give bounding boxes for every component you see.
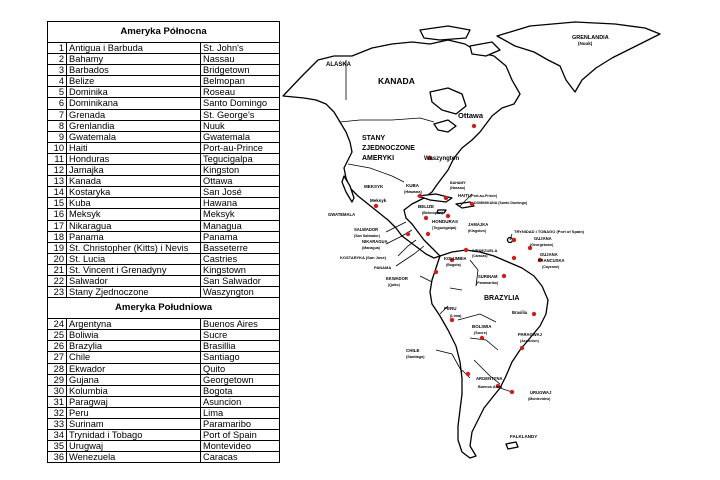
capital-cell: Panama — [201, 231, 280, 242]
row-number: 28 — [48, 363, 67, 374]
capital-cell: Santiago — [201, 352, 280, 363]
capital-cell: Lima — [201, 407, 280, 418]
label-jamajka: JAMAJKA — [468, 222, 489, 227]
arctic-island-1 — [420, 26, 470, 40]
country-cell: Belize — [67, 76, 201, 87]
table-row — [48, 209, 280, 220]
label-peru: PERU — [444, 306, 457, 311]
label-kolumbia: KOLUMBIA — [444, 256, 467, 261]
capital-cell: Nassau — [201, 54, 280, 65]
table-row — [48, 275, 280, 286]
country-cell: Grenlandia — [67, 120, 201, 131]
label-belmopan: (Belmopan) — [422, 211, 443, 215]
label-buenos-aires: Buenos Aires — [478, 385, 503, 389]
table-row — [48, 76, 280, 87]
country-cell: Barbados — [67, 65, 201, 76]
label-gujana: GUJANA — [534, 236, 552, 241]
table-row — [48, 374, 280, 385]
table-row — [48, 253, 280, 264]
table-row — [48, 109, 280, 120]
table-row — [48, 419, 280, 430]
capital-dot — [464, 248, 468, 252]
country-cell: Trynidad i Tobago — [67, 430, 201, 441]
label-san-salwador: (San Salwador) — [354, 234, 380, 238]
row-number: 32 — [48, 407, 67, 418]
label-kanada: KANADA — [378, 76, 415, 86]
table-row — [48, 242, 280, 253]
label-paragwaj: PARAGWAJ — [518, 332, 542, 337]
capital-cell: Paramaribo — [201, 419, 280, 430]
capital-dot — [512, 238, 516, 242]
row-number: 13 — [48, 176, 67, 187]
table-row — [48, 187, 280, 198]
capital-cell: Managua — [201, 220, 280, 231]
capital-cell: Basseterre — [201, 242, 280, 253]
label-kingston: (Kingston) — [468, 229, 486, 233]
capital-cell: Bogota — [201, 385, 280, 396]
table-row — [48, 330, 280, 341]
north-america-rows — [48, 43, 280, 298]
country-cell: Nikaragua — [67, 220, 201, 231]
table-row — [48, 231, 280, 242]
label-francuska: FRANCUSKA — [538, 258, 565, 263]
table-row — [48, 98, 280, 109]
row-number: 36 — [48, 452, 67, 463]
capital-cell: Kingston — [201, 165, 280, 176]
table-row — [48, 176, 280, 187]
country-cell: Salwador — [67, 275, 201, 286]
label-wenezuela: WENEZUELA — [472, 248, 498, 253]
capital-dot — [444, 196, 448, 200]
capital-cell: Roseau — [201, 87, 280, 98]
label-panama: PANAMA — [374, 265, 392, 270]
country-cell: Ekwador — [67, 363, 201, 374]
capital-cell: Quito — [201, 363, 280, 374]
capital-dot — [502, 274, 506, 278]
row-number: 23 — [48, 287, 67, 298]
row-number: 18 — [48, 231, 67, 242]
label-montevideo: (Montevideo) — [528, 397, 551, 401]
row-number: 31 — [48, 396, 67, 407]
label-argentyna: ARGENTYNA — [476, 376, 503, 381]
south-america-heading: Ameryka Południowa — [48, 298, 280, 319]
capital-cell: San José — [201, 187, 280, 198]
table-row — [48, 341, 280, 352]
capital-dot — [510, 390, 514, 394]
row-number: 30 — [48, 385, 67, 396]
capital-cell: Bridgetown — [201, 65, 280, 76]
capital-cell: Ottawa — [201, 176, 280, 187]
label-chile: CHILE — [406, 348, 420, 353]
table-row — [48, 54, 280, 65]
label-nikaragua: NIKARAGUA — [362, 239, 388, 244]
leader-ekwador — [420, 276, 432, 282]
capital-cell: Gwatemala — [201, 131, 280, 142]
table-row — [48, 441, 280, 452]
country-cell: Wenezuela — [67, 452, 201, 463]
row-number: 26 — [48, 341, 67, 352]
row-number: 9 — [48, 131, 67, 142]
table-row — [48, 120, 280, 131]
row-number: 27 — [48, 352, 67, 363]
row-number: 10 — [48, 142, 67, 153]
table-row — [48, 319, 280, 330]
table-row — [48, 407, 280, 418]
country-cell: Gujana — [67, 374, 201, 385]
capital-dot — [520, 346, 524, 350]
capital-cell: Sucre — [201, 330, 280, 341]
row-number: 8 — [48, 120, 67, 131]
label-stany-1: STANY — [362, 135, 386, 142]
row-number: 33 — [48, 419, 67, 430]
row-number: 34 — [48, 430, 67, 441]
label-honduras: HONDURAS — [432, 219, 459, 224]
capital-dot — [480, 336, 484, 340]
capital-dot — [418, 194, 422, 198]
country-cell: Boliwia — [67, 330, 201, 341]
row-number: 2 — [48, 54, 67, 65]
arctic-island-2 — [470, 42, 500, 56]
capital-cell: Meksyk — [201, 209, 280, 220]
country-cell: St. Lucia — [67, 253, 201, 264]
label-kuba: KUBA — [406, 183, 419, 188]
country-cell: Paragwaj — [67, 396, 201, 407]
label-caracas: (Caracas) — [472, 254, 488, 258]
table-row — [48, 287, 280, 298]
country-cell: Kolumbia — [67, 385, 201, 396]
label-stany-2: ZJEDNOCZONE — [362, 145, 415, 152]
capital-cell: St. George's — [201, 109, 280, 120]
table-row — [48, 131, 280, 142]
capital-cell: Asuncion — [201, 396, 280, 407]
label-bogota: (Bogota) — [446, 263, 461, 267]
capital-cell: Georgetown — [201, 374, 280, 385]
table-row — [48, 430, 280, 441]
capital-dot — [532, 312, 536, 316]
label-belize: BELIZE — [418, 204, 435, 209]
country-cell: Stany Zjednoczone — [67, 287, 201, 298]
label-gwatemala: GWATEMALA — [328, 212, 356, 217]
table-row — [48, 153, 280, 164]
row-number: 7 — [48, 109, 67, 120]
north-america-heading: Ameryka Północna — [48, 22, 280, 43]
capital-cell: Kingstown — [201, 264, 280, 275]
capital-cell: Tegucigalpa — [201, 153, 280, 164]
capital-dot — [424, 216, 428, 220]
label-meksyk: MEKSYK — [364, 184, 384, 189]
capital-cell: Port of Spain — [201, 430, 280, 441]
row-number: 14 — [48, 187, 67, 198]
capital-cell: Montevideo — [201, 441, 280, 452]
label-bahamy: BAHAMY — [450, 181, 466, 185]
label-salwador: SALWADOR — [354, 227, 379, 232]
label-kostaryka: KOSTARYKA (San José) — [340, 255, 387, 260]
country-cell: Meksyk — [67, 209, 201, 220]
row-number: 19 — [48, 242, 67, 253]
country-cell: Antigua i Barbuda — [67, 43, 201, 54]
row-number: 21 — [48, 264, 67, 275]
capital-cell: Castries — [201, 253, 280, 264]
row-number: 16 — [48, 209, 67, 220]
leader-panama — [396, 246, 424, 266]
americas-map — [280, 18, 720, 480]
label-brazylia: BRAZYLIA — [484, 295, 520, 302]
capital-dot — [450, 318, 454, 322]
country-cell: Kostaryka — [67, 187, 201, 198]
row-number: 22 — [48, 275, 67, 286]
row-number: 20 — [48, 253, 67, 264]
row-number: 4 — [48, 76, 67, 87]
label-asuncion: (Asuncion) — [520, 339, 539, 343]
label-meksyk-cap: Meksyk — [370, 198, 387, 203]
table-row — [48, 264, 280, 275]
label-paramaribo: (Paramaribo) — [476, 281, 499, 285]
country-cell: Jamajka — [67, 165, 201, 176]
label-port-au-prince: (Port-au-Prince) — [470, 194, 498, 198]
country-cell: Haiti — [67, 142, 201, 153]
country-cell: St. Vincent i Grenadyny — [67, 264, 201, 275]
country-cell: Kuba — [67, 198, 201, 209]
capital-dot — [426, 232, 430, 236]
row-number: 11 — [48, 153, 67, 164]
table-row — [48, 352, 280, 363]
label-lima: (Lima) — [450, 314, 462, 318]
country-cell: Dominikana — [67, 98, 201, 109]
label-ekwador: EKWADOR — [386, 276, 408, 281]
label-trynidad: TRYNIDAD I TOBAGO (Port of Spain) — [514, 229, 584, 234]
label-ottawa: Ottawa — [458, 111, 484, 120]
capital-dot — [466, 372, 470, 376]
label-haiti: HAITI — [458, 193, 469, 198]
table-row — [48, 198, 280, 209]
row-number: 3 — [48, 65, 67, 76]
table-row — [48, 65, 280, 76]
label-brasilia: Brasilia — [512, 310, 528, 315]
capital-dot — [472, 124, 476, 128]
label-surinam: SURINAM — [478, 274, 498, 279]
country-cell: Gwatemala — [67, 131, 201, 142]
row-number: 5 — [48, 87, 67, 98]
label-gujana-fr: GUJANA — [540, 252, 558, 257]
label-urugwaj: URUGWAJ — [530, 390, 552, 395]
table-row — [48, 385, 280, 396]
row-number: 29 — [48, 374, 67, 385]
label-nassau: (Nassau) — [450, 186, 466, 190]
country-cell: Argentyna — [67, 319, 201, 330]
label-georgetown: (Georgetown) — [530, 243, 554, 247]
table-row — [48, 452, 280, 463]
label-quito: (Quito) — [388, 283, 400, 287]
label-grenlandia: GRENLANDIA — [572, 35, 609, 41]
row-number: 24 — [48, 319, 67, 330]
country-cell: Brazylia — [67, 341, 201, 352]
row-number: 6 — [48, 98, 67, 109]
capital-dot — [374, 204, 378, 208]
capital-cell: Belmopan — [201, 76, 280, 87]
row-number: 17 — [48, 220, 67, 231]
row-number: 12 — [48, 165, 67, 176]
capital-cell: Caracas — [201, 452, 280, 463]
capital-cell: San Salwador — [201, 275, 280, 286]
country-cell: Surinam — [67, 419, 201, 430]
country-cell: Dominika — [67, 87, 201, 98]
country-cell: Kanada — [67, 176, 201, 187]
capital-cell: Buenos Aires — [201, 319, 280, 330]
label-sucre: (Sucre) — [474, 331, 488, 335]
label-santiago: (Santiago) — [406, 355, 425, 359]
country-cell: Honduras — [67, 153, 201, 164]
country-cell: Panama — [67, 231, 201, 242]
table-row — [48, 142, 280, 153]
capital-cell: Port-au-Prince — [201, 142, 280, 153]
north-america-table — [47, 21, 280, 298]
label-hawana: (Hawana) — [404, 189, 422, 194]
table-row — [48, 43, 280, 54]
row-number: 15 — [48, 198, 67, 209]
label-stany-3: AMERYKI — [362, 155, 395, 162]
country-cell: Chile — [67, 352, 201, 363]
label-waszyngton: Waszyngton — [424, 156, 460, 162]
label-cayenne: (Cayenne) — [542, 265, 560, 269]
row-number: 25 — [48, 330, 67, 341]
country-cell: Bahamy — [67, 54, 201, 65]
capitals-tables — [47, 21, 279, 463]
table-row — [48, 363, 280, 374]
falklands-shape — [506, 442, 518, 449]
table-row — [48, 220, 280, 231]
capital-cell: St. John's — [201, 43, 280, 54]
south-america-table — [47, 297, 280, 463]
greenland-shape — [497, 22, 660, 92]
label-tegucigalpa: (Tegucigalpa) — [432, 226, 457, 230]
capital-dot — [446, 214, 450, 218]
table-row — [48, 396, 280, 407]
table-row — [48, 87, 280, 98]
south-america-rows — [48, 319, 280, 463]
label-managua: (Managua) — [362, 246, 380, 250]
capital-cell: Santo Domingo — [201, 98, 280, 109]
country-cell: Grenada — [67, 109, 201, 120]
capital-cell: Waszyngton — [201, 287, 280, 298]
capital-cell: Nuuk — [201, 120, 280, 131]
capital-dot — [434, 270, 438, 274]
capital-cell: Hawana — [201, 198, 280, 209]
capital-cell: Brasillia — [201, 341, 280, 352]
label-alaska: ALASKA — [326, 62, 351, 68]
country-cell: Urugwaj — [67, 441, 201, 452]
row-number: 1 — [48, 43, 67, 54]
country-cell: Peru — [67, 407, 201, 418]
label-boliwia: BOLIWIA — [472, 324, 492, 329]
label-dominikana: DOMINIKANA (Santo Domingo) — [474, 201, 528, 205]
label-nuuk: (Nuuk) — [578, 41, 593, 46]
capital-dot — [406, 232, 410, 236]
table-row — [48, 165, 280, 176]
row-number: 35 — [48, 441, 67, 452]
country-cell: St. Christopher (Kitts) i Nevis — [67, 242, 201, 253]
label-falklandy: FALKLANDY — [510, 434, 538, 439]
capital-dot — [512, 256, 516, 260]
leader-kostaryka — [398, 240, 416, 256]
